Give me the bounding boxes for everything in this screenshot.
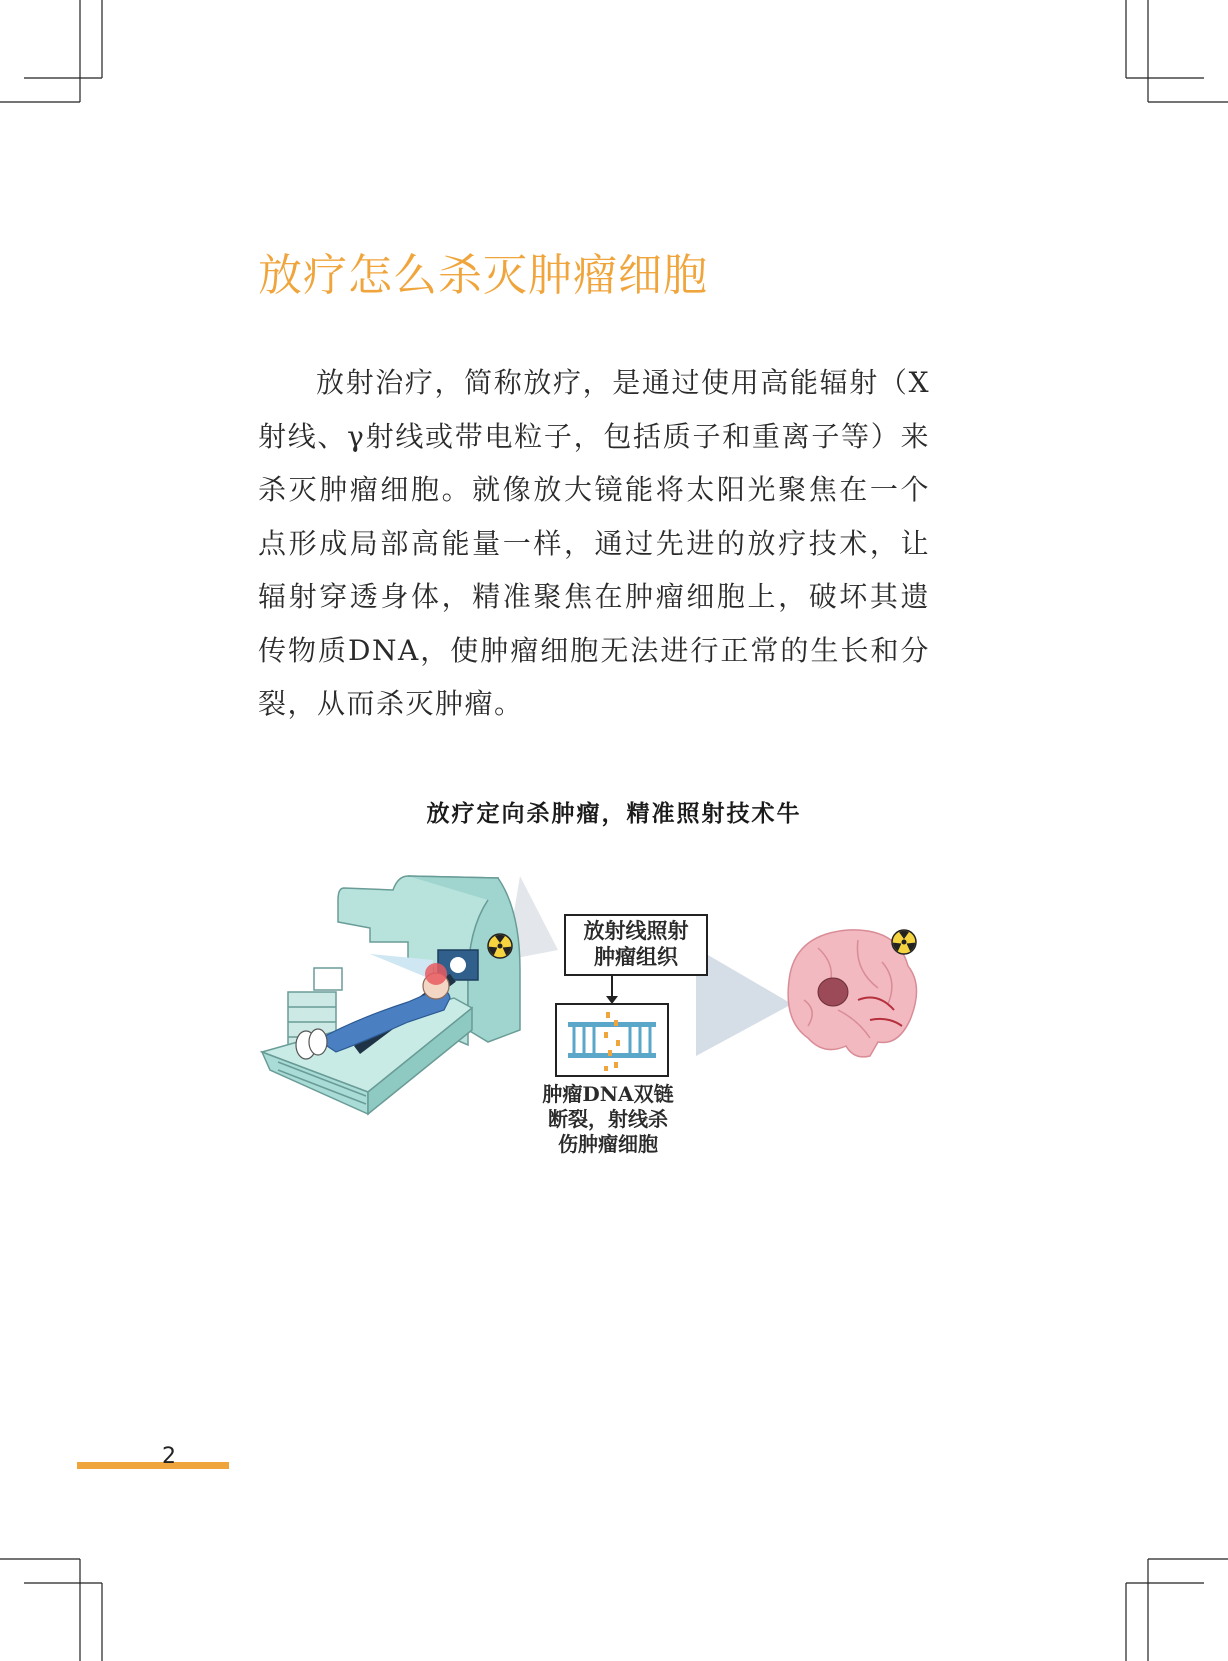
radiation-icon xyxy=(892,930,916,954)
radiotherapy-illustration xyxy=(258,870,948,1170)
irradiation-label xyxy=(564,914,708,976)
body-paragraph: 放射治疗，简称放疗，是通过使用高能辐射（X射线、γ射线或带电粒子，包括质子和重离子等）来杀灭肿瘤细胞。就像放大镜能将太阳光聚焦在一个点形成局部高能量一样，通过先进的放疗技术，让辐射穿透身体，精准聚焦在肿瘤细胞上，破坏其遗传物质DNA，使肿瘤细胞无法进行正常的生长和分裂，从而杀灭肿瘤。 xyxy=(258,366,930,720)
dna-label-line1: 肿瘤DNA双链 xyxy=(542,1082,674,1106)
page-title: 放疗怎么杀灭肿瘤细胞 xyxy=(258,250,708,301)
figure-caption: 放疗定向杀肿瘤，精准照射技术牛 xyxy=(426,801,802,827)
irradiation-label-line2: 肿瘤组织 xyxy=(594,944,678,969)
dna-label-line3: 伤肿瘤细胞 xyxy=(558,1132,658,1156)
radiation-icon xyxy=(488,934,512,958)
irradiation-label-line1: 放射线照射 xyxy=(583,918,689,943)
dna-break-box xyxy=(556,1004,668,1076)
focus-beam xyxy=(696,948,792,1056)
dna-break-label xyxy=(528,1082,688,1157)
page-number-bar xyxy=(77,1462,229,1469)
dna-label-line2: 断裂，射线杀 xyxy=(548,1107,668,1131)
page-number: 2 xyxy=(162,1444,176,1469)
